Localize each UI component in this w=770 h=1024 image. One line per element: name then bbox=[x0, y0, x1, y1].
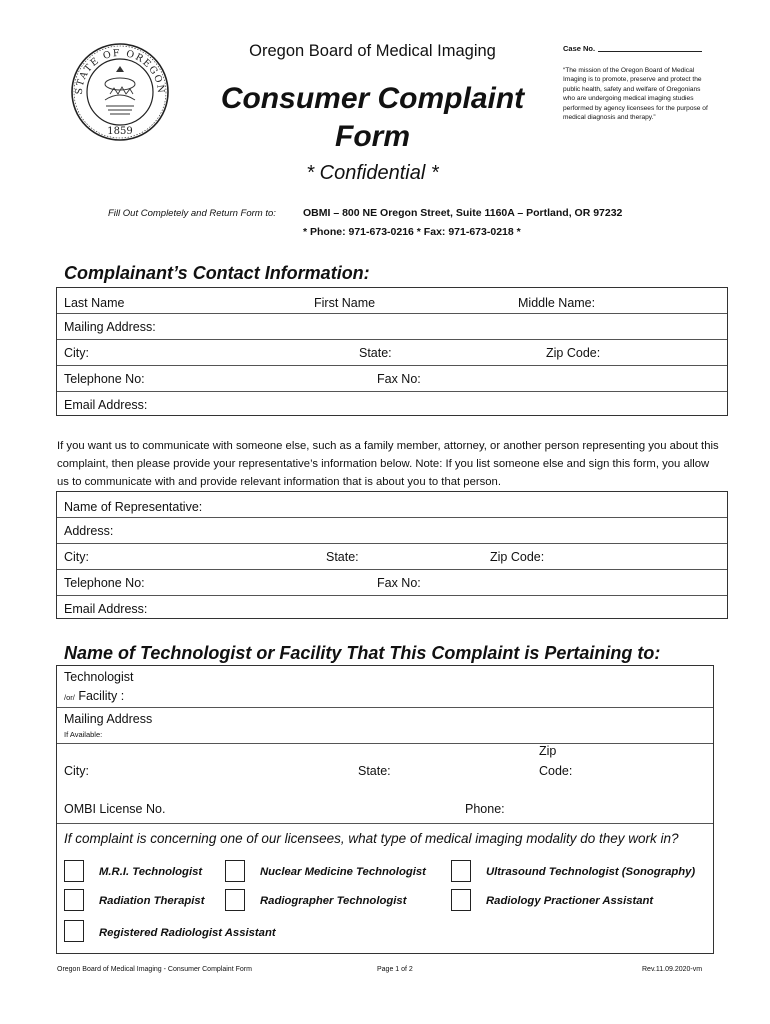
representative-city-row[interactable] bbox=[57, 544, 727, 570]
form-title-line2: Form bbox=[335, 120, 410, 153]
fill-out-instruction: Fill Out Completely and Return Form to: bbox=[108, 208, 276, 219]
complainant-city-row[interactable] bbox=[57, 340, 727, 366]
form-title-line1: Consumer Complaint bbox=[220, 82, 525, 115]
oregon-state-seal bbox=[70, 42, 170, 142]
technologist-city-label: City: bbox=[64, 764, 89, 778]
representative-address-label: Address: bbox=[64, 524, 114, 538]
representative-telephone-label: Telephone No: bbox=[64, 576, 145, 590]
page-number: Page 1 of 2 bbox=[377, 966, 413, 973]
facility-text: Facility : bbox=[78, 689, 125, 703]
radiographer-checkbox[interactable] bbox=[225, 889, 245, 911]
technologist-zip-label-line2: Code: bbox=[539, 764, 573, 778]
facility-label bbox=[64, 689, 124, 703]
city-label: City: bbox=[64, 346, 89, 360]
case-number-field[interactable] bbox=[598, 51, 702, 52]
representative-name-row[interactable] bbox=[57, 492, 727, 518]
complainant-heading: Complainant’s Contact Information: bbox=[64, 263, 370, 283]
radiology-practioner-assistant-checkbox[interactable] bbox=[451, 889, 471, 911]
form-title bbox=[215, 80, 530, 156]
nuclear-medicine-label: Nuclear Medicine Technologist bbox=[260, 866, 426, 878]
technologist-heading: Name of Technologist or Facility That This Complaint is Pertaining to: bbox=[64, 643, 661, 663]
case-number bbox=[563, 44, 702, 53]
return-address: OBMI – 800 NE Oregon Street, Suite 1160A – Portland, OR 97232 bbox=[303, 207, 623, 219]
if-available-label: If Available: bbox=[64, 730, 103, 739]
technologist-box bbox=[56, 665, 714, 954]
last-name-label: Last Name bbox=[64, 296, 125, 310]
contact-numbers: * Phone: 971-673-0216 * Fax: 971-673-0218 * bbox=[303, 226, 521, 238]
representative-email-label: Email Address: bbox=[64, 602, 148, 616]
confidential-label: * Confidential * bbox=[306, 162, 439, 184]
technologist-license-row[interactable] bbox=[57, 794, 713, 824]
complainant-box bbox=[56, 287, 728, 416]
radiation-therapist-label: Radiation Therapist bbox=[99, 895, 205, 907]
complainant-phone-row[interactable] bbox=[57, 366, 727, 392]
email-label: Email Address: bbox=[64, 398, 148, 412]
registered-radiologist-assistant-checkbox[interactable] bbox=[64, 920, 84, 942]
technologist-address-row[interactable] bbox=[57, 708, 713, 744]
technologist-city-row[interactable] bbox=[57, 744, 713, 794]
zip-label: Zip Code: bbox=[546, 346, 601, 360]
representative-name-label: Name of Representative: bbox=[64, 500, 203, 514]
modality-question: If complaint is concerning one of our licensees, what type of medical imaging modality do they work in? bbox=[64, 831, 679, 846]
middle-name-label: Middle Name: bbox=[518, 296, 596, 310]
mission-statement: “The mission of the Oregon Board of Medical Imaging is to promote, preserve and protect the public health, safety and welfare of Oregonians who are undergoing medical imaging studies performed by agency licensees for the purpose of medical diagnosis and therapy.” bbox=[563, 67, 708, 122]
footer-left: Oregon Board of Medical Imaging - Consumer Complaint Form bbox=[57, 966, 252, 973]
agency-name: Oregon Board of Medical Imaging bbox=[249, 42, 496, 60]
seal-year: 1859 bbox=[107, 126, 133, 137]
radiation-therapist-checkbox[interactable] bbox=[64, 889, 84, 911]
technologist-name-row[interactable] bbox=[57, 666, 713, 708]
complainant-email-row[interactable] bbox=[57, 392, 727, 416]
technologist-mailing-address-label: Mailing Address bbox=[64, 712, 153, 726]
complainant-address-row[interactable] bbox=[57, 314, 727, 340]
mailing-address-label: Mailing Address: bbox=[64, 320, 156, 334]
seal-top-text: STATE OF OREGON bbox=[73, 47, 167, 96]
state-label: State: bbox=[359, 346, 392, 360]
or-label: /or/ bbox=[64, 693, 75, 702]
representative-zip-label: Zip Code: bbox=[490, 550, 545, 564]
representative-email-row[interactable] bbox=[57, 596, 727, 619]
complainant-name-row[interactable] bbox=[57, 288, 727, 314]
license-number-label: OMBI License No. bbox=[64, 802, 166, 816]
technologist-label: Technologist bbox=[64, 670, 134, 684]
representative-city-label: City: bbox=[64, 550, 89, 564]
representative-address-row[interactable] bbox=[57, 518, 727, 544]
mri-technologist-checkbox[interactable] bbox=[64, 860, 84, 882]
first-name-label: First Name bbox=[314, 296, 376, 310]
radiographer-label: Radiographer Technologist bbox=[260, 895, 407, 907]
technologist-state-label: State: bbox=[358, 764, 391, 778]
representative-note: If you want us to communicate with someone else, such as a family member, attorney, or another person representing you about this complaint, then please provide your representative’s information below. Note: If you list someone else and sign this form, you allow us to communicate with and provide relevant information that is about you to that person. bbox=[57, 440, 719, 488]
ultrasound-checkbox[interactable] bbox=[451, 860, 471, 882]
technologist-zip-label-line1: Zip bbox=[539, 744, 557, 758]
case-number-label: Case No. bbox=[563, 44, 596, 53]
telephone-label: Telephone No: bbox=[64, 372, 145, 386]
mri-technologist-label: M.R.I. Technologist bbox=[99, 866, 203, 878]
representative-box bbox=[56, 491, 728, 619]
technologist-phone-label: Phone: bbox=[465, 802, 505, 816]
registered-radiologist-assistant-label: Registered Radiologist Assistant bbox=[99, 927, 276, 939]
fax-label: Fax No: bbox=[377, 372, 421, 386]
nuclear-medicine-checkbox[interactable] bbox=[225, 860, 245, 882]
ultrasound-label: Ultrasound Technologist (Sonography) bbox=[486, 866, 696, 878]
radiology-practioner-assistant-label: Radiology Practioner Assistant bbox=[486, 895, 654, 907]
representative-fax-label: Fax No: bbox=[377, 576, 421, 590]
representative-phone-row[interactable] bbox=[57, 570, 727, 596]
representative-state-label: State: bbox=[326, 550, 359, 564]
revision-code: Rev.11.09.2020-vm bbox=[642, 966, 703, 973]
